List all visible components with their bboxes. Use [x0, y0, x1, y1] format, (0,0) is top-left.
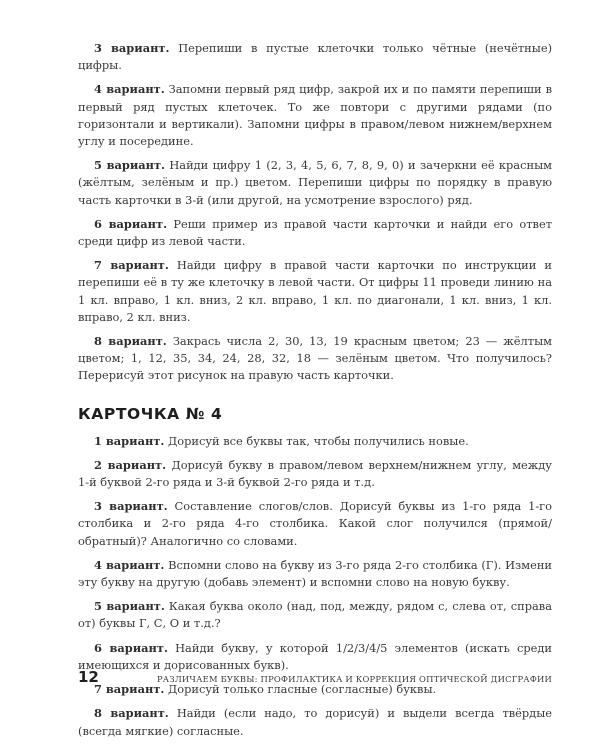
card4-variant-2 [78, 457, 552, 491]
card4-variant-1 [78, 433, 552, 450]
card4-variant-4 [78, 557, 552, 591]
variant-text: Найди цифру в правой части карточки по инструкции и перепиши её в ту же клеточку в левой части. От цифры 11 проведи линию на 1 кл. вправо, 1 кл. вниз, 2 кл. вправо, 1 кл. по диагонали, 1 кл. вниз, 1 кл. вправо, 2 кл. вниз. [78, 258, 553, 324]
variant-text: Дорисуй все буквы так, чтобы получились новые. [167, 433, 469, 448]
variant-label: 7 вариант. [94, 258, 169, 273]
variant-label: 2 вариант. [94, 457, 167, 472]
card3-variant-6 [78, 216, 552, 250]
variant-text: Вспомни слово на букву из 3-го ряда 2-го столбика (Г). Измени эту букву на другую (добавь элемент) и вспомни слово на новую букву. [78, 557, 553, 590]
card4-variant-8 [78, 705, 552, 739]
variant-text: Перепиши в пустые клеточки только чётные (нечётные) цифры. [78, 41, 553, 73]
card3-variant-4 [78, 81, 552, 150]
variant-text: Составление слогов/слов. Дорисуй буквы из 1-го ряда 1-го столбика и 2-го ряда 4-го столбика. Какой слог получился (прямой/обратный)? Аналогично со словами. [78, 499, 552, 548]
variant-label: 8 вариант. [94, 706, 169, 721]
card-4-heading: КАРТОЧКА № 4 [78, 404, 223, 423]
running-title: РАЗЛИЧАЕМ БУКВЫ: ПРОФИЛАКТИКА И КОРРЕКЦИЯ ОПТИЧЕСКОЙ ДИСГРАФИИ [156, 674, 552, 684]
card-4 [78, 433, 552, 740]
page-content [78, 40, 552, 740]
card4-variant-6 [78, 640, 552, 674]
variant-label: 1 вариант. [94, 433, 165, 448]
card3-variant-3 [78, 40, 552, 74]
page-number: 12 [78, 668, 99, 686]
card3-variant-7 [78, 257, 552, 326]
variant-label: 3 вариант. [94, 41, 170, 55]
variant-text: Какая буква около (над, под, между, рядом с, слева от, справа от) буквы Г, С, О и т.д.? [78, 599, 553, 631]
variant-text: Найди букву, у которой 1/2/3/4/5 элементов (искать среди имеющихся и дорисованных букв). [78, 640, 552, 672]
card3-variant-5 [78, 157, 552, 209]
page-footer [78, 670, 552, 690]
variant-text: Найди (если надо, то дорисуй) и выдели всегда твёрдые (всегда мягкие) согласные. [78, 706, 553, 738]
variant-label: 5 вариант. [94, 158, 166, 173]
card-3-continued [78, 40, 552, 385]
variant-label: 7 вариант. [94, 682, 165, 697]
variant-label: 5 вариант. [94, 599, 165, 614]
variant-label: 3 вариант. [94, 499, 168, 514]
variant-label: 8 вариант. [94, 334, 167, 349]
variant-text: Дорисуй только гласные (согласные) буквы. [167, 682, 437, 697]
card4-variant-5 [78, 598, 552, 632]
variant-text: Закрась числа 2, 30, 13, 19 красным цветом; 23 — жёлтым цветом; 1, 12, 35, 34, 24, 28, 32, 18 — зелёным цветом. Что получилось? Перерисуй этот рисунок на правую часть карточки. [78, 334, 552, 383]
variant-label: 4 вариант. [94, 557, 165, 572]
variant-text: Найди цифру 1 (2, 3, 4, 5, 6, 7, 8, 9, 0) и зачеркни её красным (жёлтым, зелёным и пр.) цветом. Перепиши цифры по порядку в правую часть карточки в 3-й (или другой, на усмотрение взрослого) ряд. [78, 158, 552, 207]
variant-text: Реши пример из правой части карточки и найди его ответ среди цифр из левой части. [78, 216, 552, 249]
variant-label: 6 вариант. [94, 216, 168, 231]
variant-label: 4 вариант. [94, 82, 165, 97]
variant-label: 6 вариант. [94, 640, 168, 655]
card4-variant-3 [78, 498, 552, 550]
variant-text: Запомни первый ряд цифр, закрой их и по памяти перепиши в первый ряд пустых клеточек. То же повтори с другими рядами (по горизонтали и вертикали). Запомни цифры в правом/левом нижнем/верхнем углу и посередине. [78, 82, 552, 149]
card3-variant-8 [78, 333, 552, 385]
variant-text: Дорисуй букву в правом/левом верхнем/нижнем углу, между 1-й буквой 2-го ряда и 3-й буквой 2-го ряда и т.д. [78, 457, 552, 490]
